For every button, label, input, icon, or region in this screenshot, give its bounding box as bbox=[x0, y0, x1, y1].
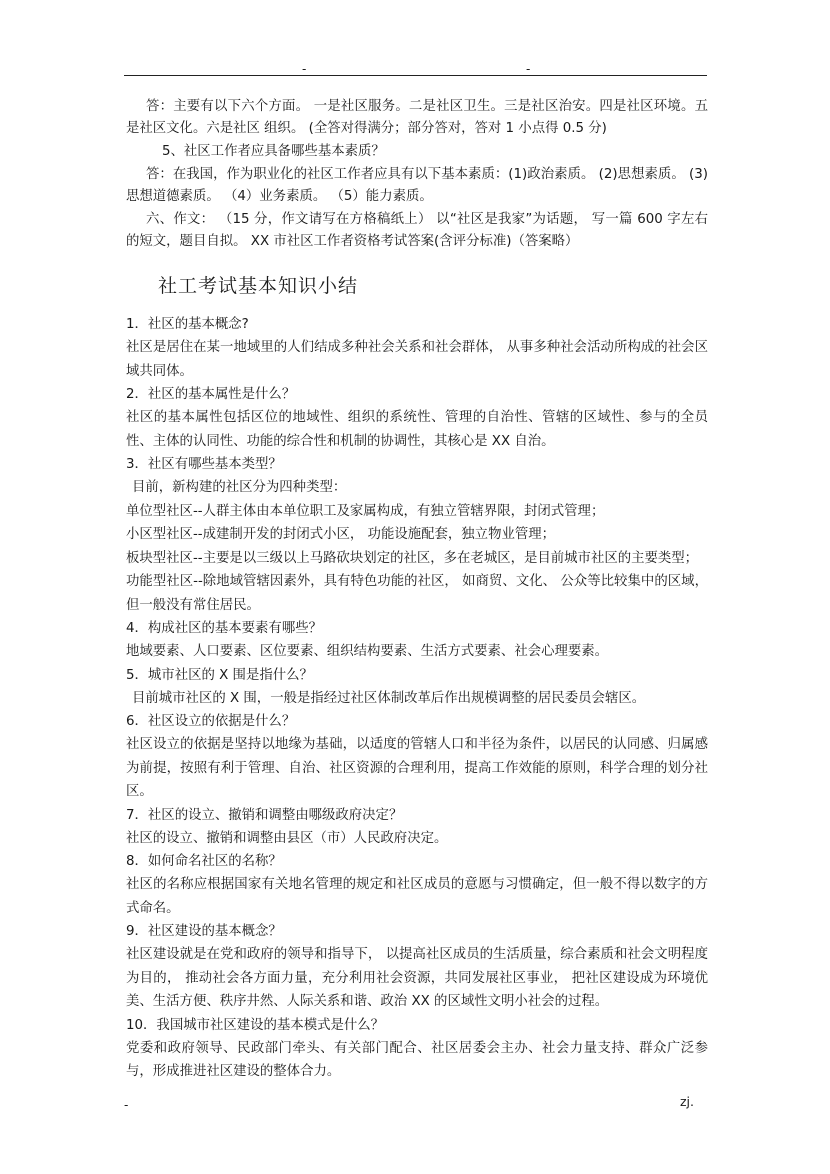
answer-text: 社区设立的依据是坚持以地缘为基础，以适度的管辖人口和半径为条件，以居民的认同感、归属感为前提，按照有利于管理、自治、社区资源的合理利用，提高工作效能的原则，科学合理的划分社区。 bbox=[126, 737, 708, 799]
answer-text: 社区的基本属性包括区位的地域性、组织的系统性、管理的自治性、管辖的区域性、参与的全员性、主体的认同性、功能的综合性和机制的协调性，其核心是 XX 自治。 bbox=[126, 410, 708, 449]
header-rule bbox=[124, 75, 707, 76]
question-heading: 5、社区工作者应具备哪些基本素质？ bbox=[162, 144, 385, 159]
question-item: 8．如何命名社区的名称？ bbox=[126, 854, 282, 869]
question-item: 7．社区的设立、撤销和调整由哪级政府决定？ bbox=[126, 807, 403, 823]
answer-text: 单位型社区--人群主体由本单位职工及家属构成，有独立管辖界限，封闭式管理； bbox=[126, 503, 605, 519]
document-body bbox=[126, 96, 708, 1084]
question-item: 5．城市社区的 X 围是指什么？ bbox=[126, 667, 313, 683]
answer-text: 社区的名称应根据国家有关地名管理的规定和社区成员的意愿与习惯确定，但一般不得以数字的方式命名。 bbox=[126, 877, 708, 916]
essay-instruction: 六、作文： （15 分，作文请写在方格稿纸上） 以“社区是我家”为话题， 写一篇 600 字左右的短文，题目自拟。 XX 市社区工作者资格考试答案(含评分标准)（答案略） bbox=[126, 212, 708, 249]
answer-text: 社区的设立、撤销和调整由县区（市）人民政府决定。 bbox=[126, 830, 448, 846]
section-title: 社工考试基本知识小结 bbox=[158, 275, 359, 297]
answer-text: 社区建设就是在党和政府的领导和指导下， 以提高社区成员的生活质量，综合素质和社会文明程度为目的， 推动社会各方面力量，充分利用社会资源，共同发展社区事业， 把社区建设成为环境优美、生活方便、秩序井然、人际关系和谐、政治 XX 的区域性文明小社会的过程。 bbox=[126, 947, 708, 1009]
question-item: 9．社区建设的基本概念？ bbox=[126, 924, 282, 939]
question-item: 10．我国城市社区建设的基本模式是什么？ bbox=[126, 1017, 385, 1033]
question-item: 2．社区的基本属性是什么？ bbox=[126, 387, 296, 402]
header-right-mark: - bbox=[526, 62, 531, 76]
answer-text: 板块型社区--主要是以三级以上马路砍块划定的社区，多在老城区，是目前城市社区的主要类型； bbox=[126, 550, 699, 566]
question-item: 3．社区有哪些基本类型？ bbox=[126, 457, 282, 472]
answer-paragraph: 答：主要有以下六个方面。 一是社区服务。二是社区卫生。三是社区治安。四是社区环境。五是社区文化。六是社区 组织。 (全答对得满分；部分答对，答对 1 小点得 0.5 分) bbox=[126, 99, 708, 136]
question-item: 1．社区的基本概念? bbox=[126, 317, 249, 332]
answer-text: 小区型社区--成建制开发的封闭式小区， 功能设施配套，独立物业管理； bbox=[126, 527, 556, 542]
answer-paragraph: 答：在我国，作为职业化的社区工作者应具有以下基本素质：(1)政治素质。 (2)思想素质。 (3)思想道德素质。 （4）业务素质。 （5）能力素质。 bbox=[126, 167, 708, 204]
answer-text: 党委和政府领导、民政部门牵头、有关部门配合、社区居委会主办、社会力量支持、群众广泛参与，形成推进社区建设的整体合力。 bbox=[126, 1040, 708, 1079]
answer-text: 目前城市社区的 X 围，一般是指经过社区体制改革后作出规模调整的居民委员会辖区。 bbox=[132, 690, 646, 706]
answer-text: 目前，新构建的社区分为四种类型： bbox=[132, 480, 347, 495]
answer-text: 地域要素、人口要素、区位要素、组织结构要素、生活方式要素、社会心理要素。 bbox=[126, 644, 609, 659]
answer-text: 功能型社区--除地域管辖因素外，具有特色功能的社区， 如商贸、文化、 公众等比较集中的区域， 但一般没有常住居民。 bbox=[126, 574, 708, 613]
header-left-mark: - bbox=[302, 62, 307, 76]
question-item: 4．构成社区的基本要素有哪些？ bbox=[126, 621, 322, 636]
footer-left-mark: - bbox=[124, 1098, 129, 1112]
footer-page-mark: zj. bbox=[680, 1094, 695, 1109]
answer-text: 社区是居住在某一地域里的人们结成多种社会关系和社会群体， 从事多种社会活动所构成的社会区域共同体。 bbox=[126, 340, 708, 379]
question-item: 6．社区设立的依据是什么？ bbox=[126, 714, 296, 729]
